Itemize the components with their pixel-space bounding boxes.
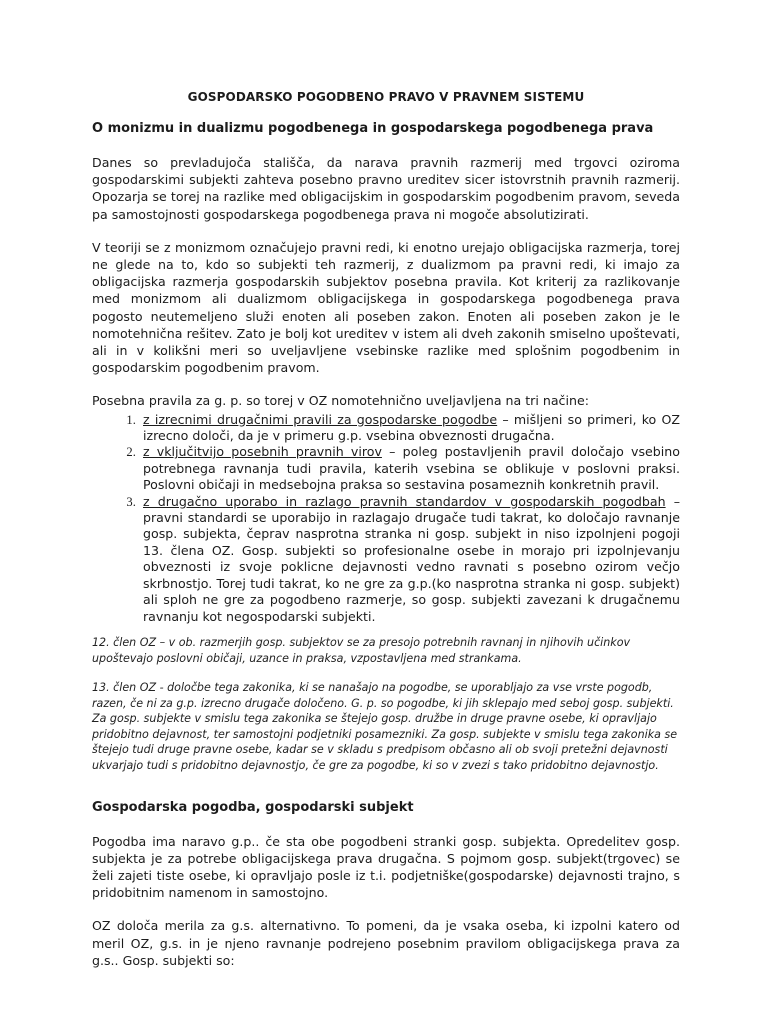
list-item — [139, 412, 680, 445]
section-heading-commercial-contract: Gospodarska pogodba, gospodarski subjekt — [92, 799, 414, 815]
list-item-underlined: z drugačno uporabo in razlago pravnih standardov v gospodarskih pogodbah — [143, 493, 666, 509]
list-item-text: – mišljeni so primeri, ko OZ izrecno določi, da je v primeru g.p. vsebina obveznosti drugačna. — [143, 411, 680, 444]
paragraph-5: OZ določa merila za g.s. alternativno. To pomeni, da je vsaka oseba, ki izpolni katero od meril OZ, g.s. in je njeno ravnanje podrejeno posebnim pravilom obligacijskega prava za g.s.. Gosp. subjekti so: — [92, 918, 680, 968]
paragraph-3: Posebna pravila za g. p. so torej v OZ nomotehnično uveljavljena na tri načine: — [92, 393, 589, 409]
list-item — [139, 494, 680, 625]
paragraph-2: V teoriji se z monizmom označujejo pravni redi, ki enotno urejajo obligacijska razmerja, torej ne glede na to, kdo so subjekti teh razmerij, z dualizmom pa pravni redi, ki imajo za obligacijska razmerja gospodarskih subjektov posebna pravila. Kot kriterij za razlikovanje med monizmom ali dualizmom obligacijskega in gospodarskega pogodbenega prava pogosto neutemeljeno služi enoten ali poseben zakon. Enoten ali poseben zakon je le nomotehnična rešitev. Zato je bolj kot ureditev v istem ali dveh zakonih smiselno upoštevati, ali in v kolikšni meri so uveljavljene vsebinske razlike med splošnim pogodbenim in gospodarskim pogodbenim pravom. — [92, 239, 680, 376]
list-item-text: – pravni standardi se uporabijo in razlagajo drugače tudi takrat, ko določajo ravnanje gosp. subjekta, čeprav nasprotna stranka ni gosp. subjekt in niso izpolnjeni pogoji 13. člena OZ. Gosp. subjekti so profesionalne osebe in morajo pri izpolnjevanju obveznosti iz svoje poklicne dejavnosti vedno ravnati s posebno ozirom večjo skrbnostjo. Torej tudi takrat, ko ne gre za g.p.(ko nasprotna stranka ni gosp. subjekt) ali sploh ne gre za pogodbeno razmerje, so gosp. subjekti zavezani k drugačnemu ravnanju kot negospodarski subjekti. — [143, 493, 680, 624]
rules-list — [92, 412, 680, 625]
list-item — [139, 444, 680, 493]
document-title: GOSPODARSKO POGODBENO PRAVO V PRAVNEM SISTEMU — [187, 90, 585, 104]
list-item-underlined: z izrecnimi drugačnimi pravili za gospodarske pogodbe — [143, 411, 498, 427]
section-heading-monism: O monizmu in dualizmu pogodbenega in gospodarskega pogodbenega prava — [92, 121, 654, 136]
list-item-text: – poleg postavljenih pravil določajo vsebino potrebnega ravnanja tudi pravila, katerih vsebina se oblikuje v poslovni praksi. Poslovni običaji in medsebojna praksa so sestavina posameznih konkretnih pravil. — [143, 444, 680, 493]
paragraph-4: Pogodba ima naravo g.p.. če sta obe pogodbeni stranki gosp. subjekta. Opredelitev gosp. subjekta je za potrebe obligacijskega prava drugačna. S pojmom gosp. subjekt(trgovec) se želi zajeti tiste osebe, ki opravljajo posle iz t.i. podjetniške(gospodarske) dejavnosti trajno, s pridobitnim namenom in samostojno. — [92, 833, 680, 901]
note-article-12: 12. člen OZ – v ob. razmerjih gosp. subjektov se za presojo potrebnih ravnanj in njihovih učinkov upoštevajo poslovni običaji, uzance in praksa, vzpostavljena med strankama. — [92, 635, 631, 665]
list-item-underlined: z vključitvijo posebnih pravnih virov — [143, 444, 382, 460]
paragraph-1: Danes so prevladujoča stališča, da narava pravnih razmerij med trgovci oziroma gospodarskimi subjekti zahteva posebno pravno ureditev sicer istovrstnih pravnih razmerij. Opozarja se torej na razlike med obligacijskim in gospodarskim pogodbenim pravom, seveda pa samostojnosti gospodarskega pogodbenega prava ni mogoče absolutizirati. — [92, 155, 680, 222]
note-article-13: 13. člen OZ - določbe tega zakonika, ki se nanašajo na pogodbe, se uporabljajo za vse vrste pogodb, razen, če ni za g.p. izrecno drugače določeno. G. p. so pogodbe, ki jih sklepajo med seboj gosp. subjekti. Za gosp. subjekte v smislu tega zakonika se štejejo gosp. družbe in druge pravne osebe, ki opravljajo pridobitno dejavnost, ter samostojni podjetniki posamezniki. Za gosp. subjekte v smislu tega zakonika se štejejo tudi druge pravne osebe, kadar se v skladu s predpisom občasno ali ob svoji pretežni dejavnosti ukvarjajo tudi s pridobitno dejavnostjo, če gre za pogodbe, ki so v zvezi s tako pridobitno dejavnostjo. — [92, 681, 678, 773]
